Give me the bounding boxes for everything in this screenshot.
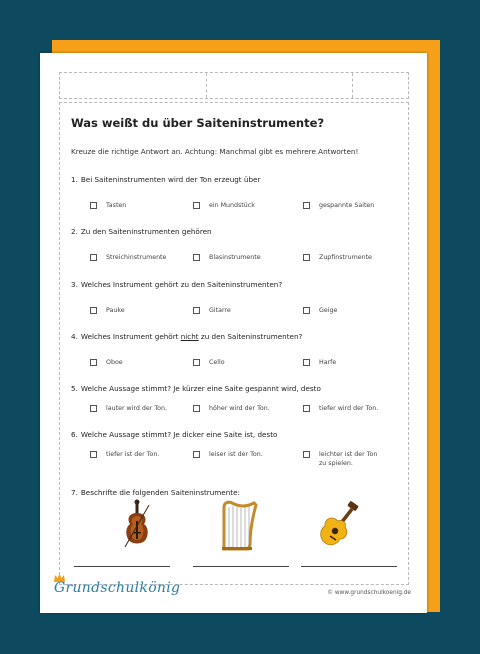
option-6a[interactable]: tiefer ist der Ton. [90,450,159,459]
option-2c[interactable]: Zupfinstrumente [303,253,372,262]
question-6: 6. Welche Aussage stimmt? Je dicker eine Saite ist, desto [71,430,278,439]
checkbox[interactable] [90,359,97,366]
worksheet-page [40,53,427,613]
option-2b[interactable]: Blasinstrumente [193,253,261,262]
answer-line-3[interactable] [301,566,397,567]
option-5b[interactable]: höher wird der Ton. [193,404,270,413]
option-4a[interactable]: Oboe [90,358,123,367]
option-3c[interactable]: Geige [303,306,337,315]
option-5c[interactable]: tiefer wird der Ton. [303,404,378,413]
checkbox[interactable] [193,451,200,458]
checkbox[interactable] [90,451,97,458]
question-7: 7. Beschrifte die folgenden Saiteninstrumente: [71,488,240,497]
question-2: 2. Zu den Saiteninstrumenten gehören [71,227,212,236]
checkbox[interactable] [90,307,97,314]
worksheet-title: Was weißt du über Saiteninstrumente? [71,116,325,130]
checkbox[interactable] [303,359,310,366]
checkbox[interactable] [303,405,310,412]
checkbox[interactable] [193,359,200,366]
option-1c[interactable]: gespannte Saiten [303,201,374,210]
checkbox[interactable] [303,451,310,458]
checkbox[interactable] [193,405,200,412]
question-1: 1. Bei Saiteninstrumenten wird der Ton erzeugt über [71,175,261,184]
header-field-date[interactable] [353,73,408,98]
question-4: 4. Welches Instrument gehört nicht zu den Saiteninstrumenten? [71,332,303,341]
option-6b[interactable]: leiser ist der Ton. [193,450,263,459]
option-4b[interactable]: Cello [193,358,225,367]
checkbox[interactable] [90,405,97,412]
question-3: 3. Welches Instrument gehört zu den Saiteninstrumenten? [71,280,283,289]
instructions: Kreuze die richtige Antwort an. Achtung: Manchmal gibt es mehrere Antworten! [71,147,359,156]
option-1a[interactable]: Tasten [90,201,126,210]
answer-line-2[interactable] [193,566,289,567]
option-1b[interactable]: ein Mundstück [193,201,255,210]
guitar-icon [318,499,364,551]
header-field-class[interactable] [207,73,353,98]
checkbox[interactable] [193,202,200,209]
checkbox[interactable] [193,307,200,314]
harp-icon [220,499,260,551]
option-4c[interactable]: Harfe [303,358,336,367]
copyright-text: © www.grundschulkoenig.de [327,590,411,596]
option-5a[interactable]: lauter wird der Ton. [90,404,167,413]
checkbox[interactable] [193,254,200,261]
question-5: 5. Welche Aussage stimmt? Je kürzer eine Saite gespannt wird, desto [71,384,321,393]
option-3b[interactable]: Gitarre [193,306,231,315]
checkbox[interactable] [303,254,310,261]
header-fields [59,72,409,99]
brand-logo: Grundschulkönig [54,580,181,596]
option-3a[interactable]: Pauke [90,306,125,315]
violin-icon [122,499,152,551]
answer-line-1[interactable] [74,566,170,567]
option-2a[interactable]: Streichinstrumente [90,253,166,262]
checkbox[interactable] [303,202,310,209]
option-6c[interactable]: leichter ist der Ton zu spielen. [303,450,383,468]
header-field-name[interactable] [60,73,207,98]
checkbox[interactable] [303,307,310,314]
checkbox[interactable] [90,254,97,261]
checkbox[interactable] [90,202,97,209]
underlined-word: nicht [180,332,199,341]
